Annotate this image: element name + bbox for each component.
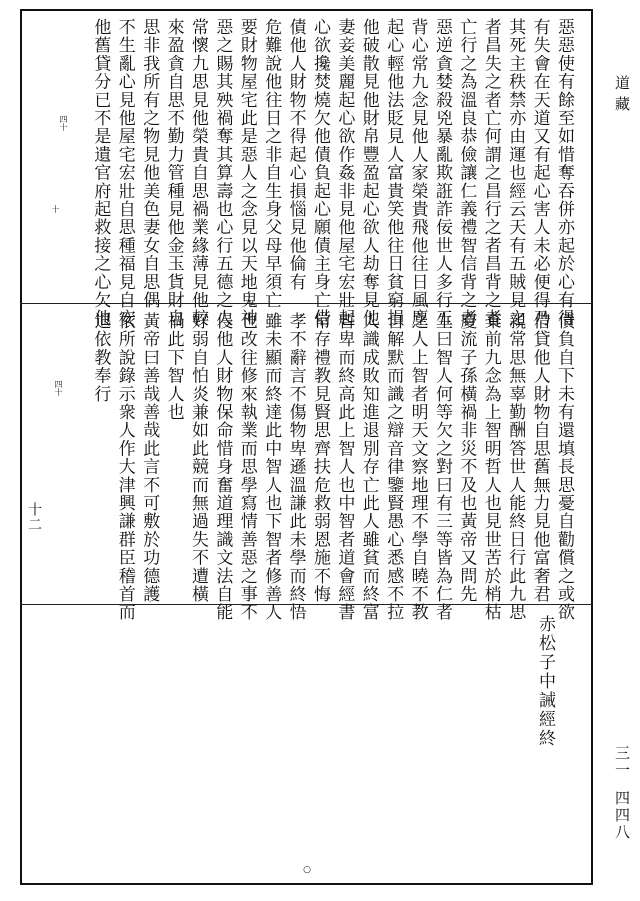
lower-text-column: 禍此下智人也 bbox=[163, 312, 184, 422]
upper-text-column: 其死主秩禁亦由運也經云天有五賊見之 bbox=[505, 18, 526, 328]
upper-text-column: 妻妾美麗起心欲作姦非見他屋宅宏壯起 bbox=[334, 18, 355, 328]
upper-text-column: 來盈貪自思不勤力管種見他金玉貨財自 bbox=[163, 18, 184, 328]
upper-marginal-mark: 四十 bbox=[59, 115, 68, 131]
upper-text-column: 常懷九思見他榮貴自思禍業緣薄見他較 bbox=[188, 18, 208, 328]
lower-text-column: 暫卑而終高此上智人也中智者道會經書 bbox=[334, 312, 355, 622]
lower-text-column: 好弱自怕炎兼如此競而無過失不遭橫 bbox=[188, 312, 208, 604]
lower-text-column: 生曰智人何等欠之對曰有三等皆為仁者 bbox=[432, 312, 452, 622]
upper-marginal-mark: 十 bbox=[51, 205, 60, 213]
upper-text-column: 債他人財物不得起心損惱見他倫有 bbox=[285, 18, 306, 291]
lower-text-column: 債負自下未有還填長思憂自勸償之或欲 bbox=[554, 312, 574, 622]
margin-header: 道藏 bbox=[613, 75, 631, 117]
lower-text-column: 雖未顯而終達此中智人也下智者修善人 bbox=[261, 312, 282, 622]
lower-text-column: 黃帝曰善哉善哉此言不可敷於功德護 bbox=[139, 312, 160, 604]
lower-text-column: 之人上智者明天文察地理不學自曉不教 bbox=[407, 312, 428, 622]
upper-text-column: 要財物屋宅此是惡人之念見以天地鬼神 bbox=[236, 18, 257, 328]
lower-text-column: 也改往修來執業而思學寫情善惡之事不 bbox=[236, 312, 257, 622]
upper-text-column: 者昌失之者亡何謂之昌行之者昌背之者 bbox=[480, 18, 501, 328]
bottom-mark: ○ bbox=[302, 865, 312, 875]
margin-page-number: 四四八 bbox=[613, 790, 631, 841]
margin-volume: 三一 bbox=[613, 745, 631, 779]
lower-text-column: 借貸他人財物自思舊無力見他富奢君 bbox=[529, 312, 550, 604]
lower-text-column: 依所說錄示衆人作大津興謙群臣稽首而 bbox=[114, 312, 135, 622]
upper-text-column: 危難說他往日之非自生身父母早須亡 bbox=[261, 18, 282, 310]
lower-text-column: 棄前九念為上智明哲人也見世苦於梢枯 bbox=[480, 312, 501, 622]
lower-text-column: 自解默而識之辯音律鑒賢愚心悉感不拉 bbox=[383, 312, 404, 622]
lower-text-column: 常存禮教見賢思齊扶危救弱恩施不悔 bbox=[310, 312, 330, 604]
lower-text-column: 人識成敗知進退別存亡此人雖貧而終富 bbox=[358, 312, 379, 622]
upper-text-column: 不生亂心見他屋宅宏壯自思種福見自安 bbox=[114, 18, 135, 328]
lower-text-column: 孝不辭言不傷物卑遜溫謙此未學而終悟 bbox=[285, 312, 306, 622]
scripture-end-title: 赤松子中誡經終 bbox=[535, 615, 555, 748]
upper-text-column: 背心常九念見他人家榮貴飛他往日風塵 bbox=[407, 18, 428, 328]
lower-text-column: 侵他人財物保命惜身奮道理識文法自能 bbox=[212, 312, 233, 622]
upper-text-column: 惡逆貪婪殺兇暴亂欺誑詐佞世人多行五 bbox=[432, 18, 452, 328]
upper-text-column: 惡惡使有餘至如惜奪吞併亦起於心有得 bbox=[554, 18, 574, 328]
lower-text-column: 親常思無辜勤酬答世人能終日行此九思 bbox=[505, 312, 526, 622]
lower-text-column: 退依教奉行 bbox=[90, 312, 111, 403]
upper-text-column: 他舊貸分已不是遺官府起救接之心欠他 bbox=[90, 18, 111, 328]
upper-text-column: 心欲攙焚燒欠他債負起心願債主身亡借 bbox=[310, 18, 330, 328]
lower-marginal-mark: 四十 bbox=[54, 380, 63, 396]
lower-text-column: 慶流子孫橫禍非災不及也黃帝又問先 bbox=[456, 312, 477, 604]
upper-text-column: 思非我所有之物見他美色妻女自思偶 bbox=[139, 18, 160, 310]
upper-text-column: 他破散見他財帛豐盈起心欲人劫奪見他 bbox=[358, 18, 379, 328]
upper-text-column: 有失會在天道又有起心害人未必便得乃 bbox=[529, 18, 550, 328]
upper-text-column: 亡行之為溫良恭儉讓仁義禮智信背之者 bbox=[456, 18, 477, 328]
lower-page-number: 十二 bbox=[26, 502, 42, 533]
upper-text-column: 起心輕他法貶見人富貴笑他往日貧窮損 bbox=[383, 18, 404, 328]
upper-text-column: 惡之賜其殃禍奪其算壽也心行五德之人 bbox=[212, 18, 233, 328]
